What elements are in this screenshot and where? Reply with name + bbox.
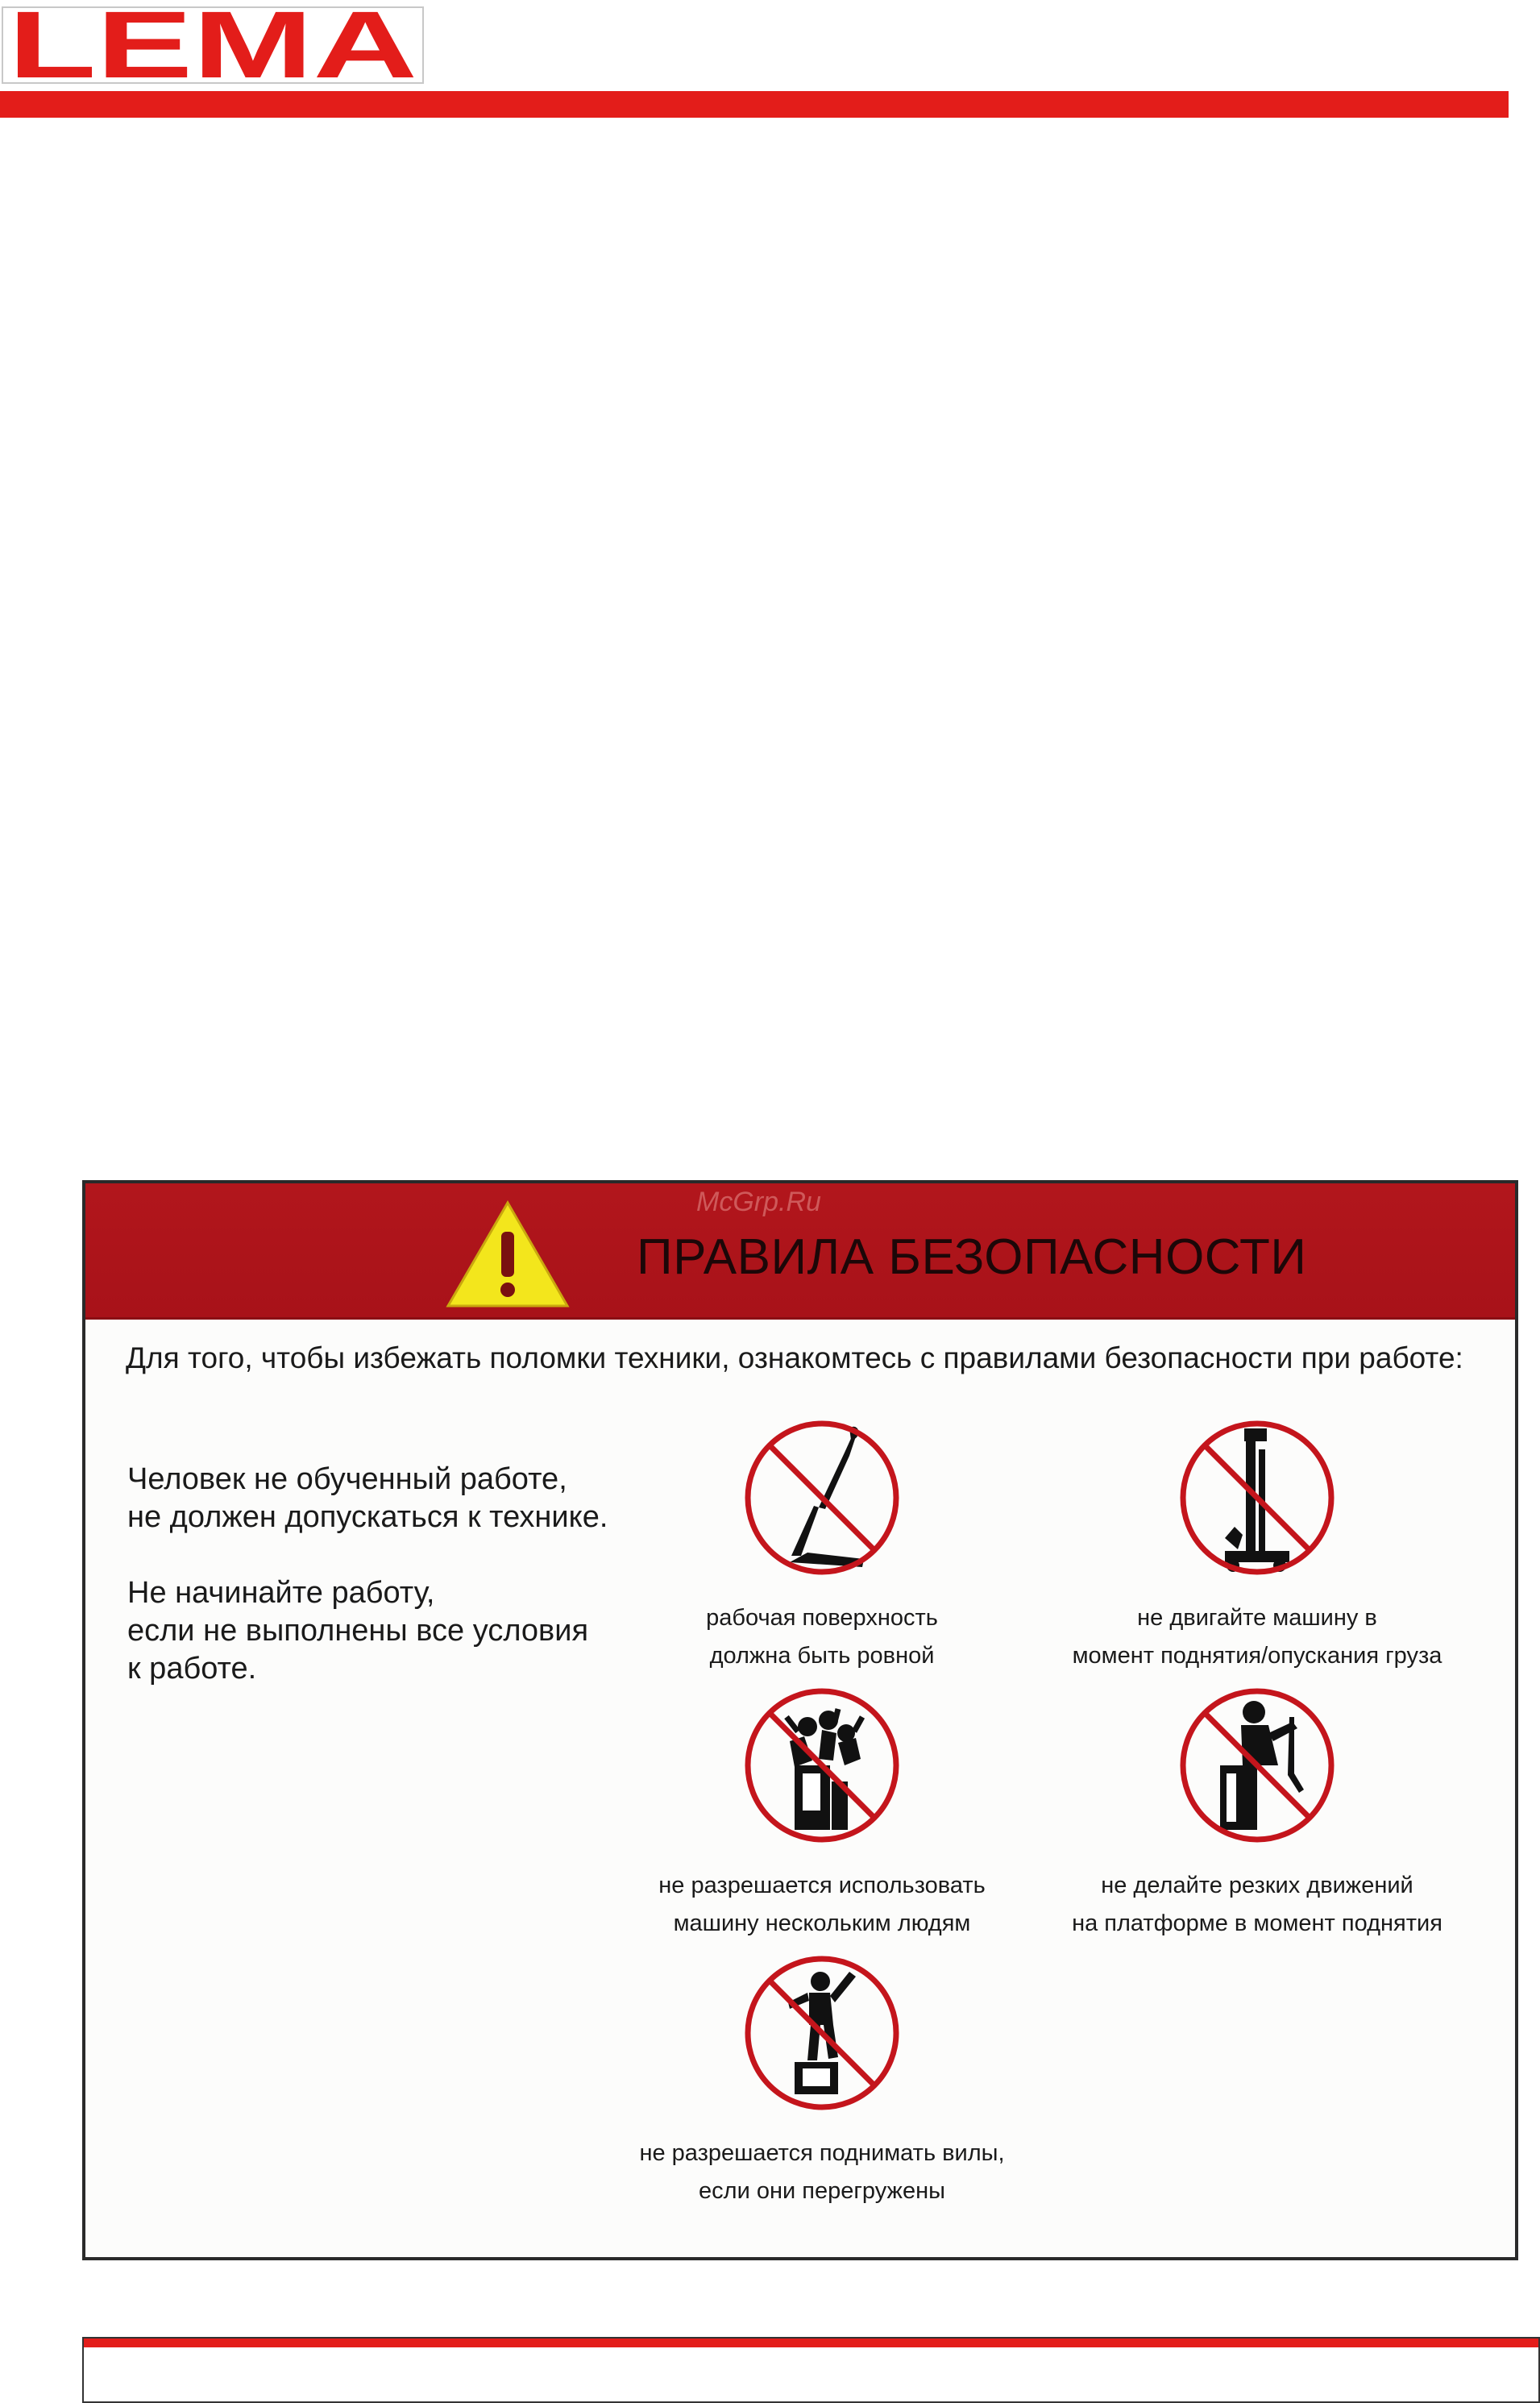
pictogram-moving-load <box>1040 1417 1475 1675</box>
pictogram-caption: не двигайте машину в момент поднятия/опускания груза <box>1072 1605 1442 1669</box>
general-rules <box>127 1461 627 1726</box>
intro-text: Для того, чтобы избежать поломки техники, ознакомтесь с правилами безопасности при работе: <box>126 1341 1463 1374</box>
pictogram-sudden-movements <box>1040 1685 1475 1943</box>
overloaded-forks-prohibited-icon <box>741 1952 903 2114</box>
footer-red-bar <box>84 2337 1538 2347</box>
warning-triangle-icon <box>445 1199 571 1309</box>
header-red-bar <box>0 91 1509 118</box>
watermark: McGrp.Ru <box>696 1187 821 1217</box>
uneven-surface-prohibited-icon <box>741 1417 903 1578</box>
sign-header <box>85 1183 1515 1320</box>
multiple-people-prohibited-icon <box>741 1685 903 1846</box>
sudden-movement-prohibited-icon <box>1177 1685 1338 1846</box>
safety-rules-sign <box>82 1180 1518 2260</box>
pictogram-caption: не разрешается поднимать вилы, если они перегружены <box>639 2140 1005 2204</box>
lema-logo <box>2 6 424 84</box>
rule-check-conditions: Не начинайте работу, если не выполнены все условия к работе. <box>127 1576 589 1686</box>
rule-trained-personnel: Человек не обученный работе, не должен допускаться к технике. <box>127 1462 608 1534</box>
pictogram-caption: не разрешается использовать машину нескольким людям <box>658 1873 986 1936</box>
pictogram-caption: не делайте резких движений на платформе в момент поднятия <box>1072 1873 1442 1936</box>
logo-text: LEMA <box>8 8 417 82</box>
moving-lifted-load-prohibited-icon <box>1177 1417 1338 1578</box>
pictogram-overloaded-forks <box>604 1952 1040 2210</box>
page-footer <box>82 2337 1540 2403</box>
sign-title: ПРАВИЛА БЕЗОПАСНОСТИ <box>637 1229 1307 1285</box>
pictogram-multiple-people <box>604 1685 1040 1943</box>
pictogram-uneven-surface <box>604 1417 1040 1675</box>
pictogram-caption: рабочая поверхность должна быть ровной <box>706 1605 938 1669</box>
